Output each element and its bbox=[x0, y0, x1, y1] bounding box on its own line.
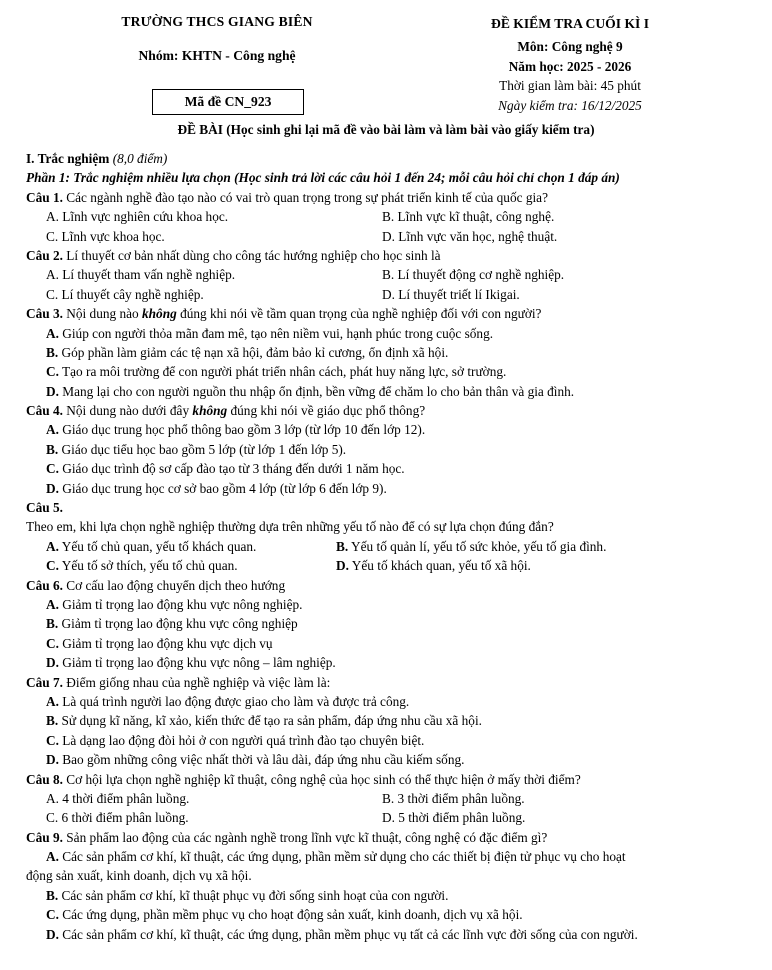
option-d: D. 5 thời điểm phân luồng. bbox=[382, 810, 526, 826]
options-row bbox=[26, 285, 766, 304]
option-a: A. Là quá trình người lao động được giao cho làm và được trả công. bbox=[46, 693, 410, 709]
school-year: Năm học: 2025 - 2026 bbox=[508, 58, 632, 74]
question-5-stem: Theo em, khi lựa chọn nghề nghiệp thường dựa trên những yếu tố nào để có sự lựa chọn đúng đắn? bbox=[26, 519, 554, 535]
header-left bbox=[112, 12, 322, 66]
option-b: B. Góp phần làm giảm các tệ nạn xã hội, đảm bảo kỉ cương, ổn định xã hội. bbox=[46, 344, 449, 360]
part-title: Phần 1: Trắc nghiệm nhiều lựa chọn (Học sinh trả lời các câu hỏi 1 đến 24; mỗi câu hỏi chỉ chọn 1 đáp án) bbox=[26, 170, 620, 186]
option-d: D. Giáo dục trung học cơ sở bao gồm 4 lớp (từ lớp 6 đến lớp 9). bbox=[46, 480, 387, 496]
group-name: Nhóm: KHTN - Công nghệ bbox=[138, 48, 296, 64]
option-a: A. Lĩnh vực nghiên cứu khoa học. bbox=[46, 209, 229, 225]
option-c: C. Các ứng dụng, phần mềm phục vụ cho hoạt động sản xuất, kinh doanh, dịch vụ xã hội. bbox=[46, 907, 523, 923]
option-c: C. Lĩnh vực khoa học. bbox=[46, 228, 165, 244]
option-c: C. Tạo ra môi trường để con người phát triển nhân cách, phát huy năng lực, sở trường. bbox=[46, 364, 507, 380]
section-title bbox=[26, 149, 766, 168]
options-row bbox=[26, 537, 766, 556]
option-a: A. Giảm tỉ trọng lao động khu vực nông nghiệp. bbox=[46, 596, 303, 612]
question-1 bbox=[26, 188, 766, 207]
option-b: B. 3 thời điểm phân luồng. bbox=[382, 790, 525, 806]
option-b: B. Giảm tỉ trọng lao động khu vực công nghiệp bbox=[46, 616, 298, 632]
option-b: B. Lĩnh vực kĩ thuật, công nghệ. bbox=[382, 209, 555, 225]
subject: Môn: Công nghệ 9 bbox=[517, 39, 623, 55]
exam-body bbox=[26, 149, 766, 944]
question-5: Câu 5. bbox=[26, 500, 63, 516]
option-c: C. Giáo dục trình độ sơ cấp đào tạo từ 3 tháng đến dưới 1 năm học. bbox=[46, 461, 405, 477]
options-row bbox=[26, 789, 766, 808]
exam-code-box: Mã đề CN_923 bbox=[152, 89, 304, 115]
header-right bbox=[440, 14, 700, 115]
duration: Thời gian làm bài: 45 phút bbox=[499, 78, 641, 94]
options-row bbox=[26, 207, 766, 226]
section-title-text: I. Trắc nghiệm bbox=[26, 151, 110, 166]
option-b: B. Giáo dục tiểu học bao gồm 5 lớp (từ lớp 1 đến lớp 5). bbox=[46, 441, 347, 457]
option-c: C. Yếu tố sở thích, yếu tố chủ quan. bbox=[46, 558, 238, 574]
option-c: C. Lí thuyết cây nghề nghiệp. bbox=[46, 286, 204, 302]
option-b: B. Yếu tố quản lí, yếu tố sức khỏe, yếu tố gia đình. bbox=[336, 538, 607, 554]
option-d: D. Các sản phẩm cơ khí, kĩ thuật, các ứng dụng, phần mềm phục vụ tất cả các lĩnh vực đời sống của con người. bbox=[46, 926, 638, 942]
option-a: A. 4 thời điểm phân luồng. bbox=[46, 790, 190, 806]
options-row bbox=[26, 227, 766, 246]
option-c: C. 6 thời điểm phân luồng. bbox=[46, 810, 189, 826]
option-b: B. Sử dụng kĩ năng, kĩ xảo, kiến thức để tạo ra sản phẩm, đáp ứng nhu cầu xã hội. bbox=[46, 713, 482, 729]
option-a: A. Các sản phẩm cơ khí, kĩ thuật, các ứng dụng, phần mềm sử dụng cho các thiết bị điện tử phục vụ cho hoạt bbox=[46, 849, 626, 865]
exam-date: Ngày kiểm tra: 16/12/2025 bbox=[498, 97, 642, 113]
question-7: Câu 7. Điểm giống nhau của nghề nghiệp và việc làm là: bbox=[26, 674, 331, 690]
option-a: A. Giáo dục trung học phổ thông bao gồm 3 lớp (từ lớp 10 đến lớp 12). bbox=[46, 422, 426, 438]
question-4: Câu 4. Nội dung nào dưới đây không đúng khi nói về giáo dục phổ thông? bbox=[26, 403, 426, 419]
option-a: A. Yếu tố chủ quan, yếu tố khách quan. bbox=[46, 538, 257, 554]
option-d: D. Mang lại cho con người nguồn thu nhập ổn định, bền vững để chăm lo cho bản thân và gia đình. bbox=[46, 383, 575, 399]
options-row bbox=[26, 556, 766, 575]
question-3: Câu 3. Nội dung nào không đúng khi nói về tầm quan trọng của nghề nghiệp đối với con người? bbox=[26, 306, 542, 322]
option-c: C. Là dạng lao động đòi hỏi ở con người quá trình đào tạo chuyên biệt. bbox=[46, 732, 425, 748]
option-b: B. Lí thuyết động cơ nghề nghiệp. bbox=[382, 267, 565, 283]
exam-title: ĐỀ KIỂM TRA CUỐI KÌ I bbox=[491, 16, 649, 31]
option-a-continued: động sản xuất, kinh doanh, dịch vụ xã hội. bbox=[26, 868, 252, 884]
question-8: Câu 8. Cơ hội lựa chọn nghề nghiệp kĩ thuật, công nghệ của học sinh có thể thực hiện ở mấy thời điểm? bbox=[26, 771, 581, 787]
school-name: TRƯỜNG THCS GIANG BIÊN bbox=[121, 14, 313, 29]
options-row bbox=[26, 265, 766, 284]
option-c: C. Giảm tỉ trọng lao động khu vực dịch vụ bbox=[46, 635, 273, 651]
option-d: D. Giảm tỉ trọng lao động khu vực nông – lâm nghiệp. bbox=[46, 655, 336, 671]
option-a: A. Giúp con người thỏa mãn đam mê, tạo nên niềm vui, hạnh phúc trong cuộc sống. bbox=[46, 325, 494, 341]
options-row bbox=[26, 808, 766, 827]
instruction: ĐỀ BÀI (Học sinh ghi lại mã đề vào bài làm và làm bài vào giấy kiểm tra) bbox=[177, 122, 595, 137]
question-9: Câu 9. Sản phẩm lao động của các ngành nghề trong lĩnh vực kĩ thuật, công nghệ có đặc điểm gì? bbox=[26, 829, 548, 845]
option-d: D. Yếu tố khách quan, yếu tố xã hội. bbox=[336, 558, 531, 574]
section-points: (8,0 điểm) bbox=[112, 151, 168, 166]
question-number: Câu 1. bbox=[26, 189, 63, 205]
question-text: Các ngành nghề đào tạo nào có vai trò quan trọng trong sự phát triển kinh tế của quốc gia? bbox=[62, 189, 548, 205]
option-a: A. Lí thuyết tham vấn nghề nghiệp. bbox=[46, 267, 236, 283]
option-d: D. Lí thuyết triết lí Ikigai. bbox=[382, 286, 520, 302]
option-b: B. Các sản phẩm cơ khí, kĩ thuật phục vụ đời sống sinh hoạt của con người. bbox=[46, 887, 449, 903]
option-d: D. Lĩnh vực văn học, nghệ thuật. bbox=[382, 228, 558, 244]
option-d: D. Bao gồm những công việc nhất thời và lâu dài, đáp ứng nhu cầu kiếm sống. bbox=[46, 752, 465, 768]
question-6: Câu 6. Cơ cấu lao động chuyển dịch theo hướng bbox=[26, 577, 286, 593]
question-2: Câu 2. Lí thuyết cơ bản nhất dùng cho công tác hướng nghiệp cho học sinh là bbox=[26, 247, 441, 263]
